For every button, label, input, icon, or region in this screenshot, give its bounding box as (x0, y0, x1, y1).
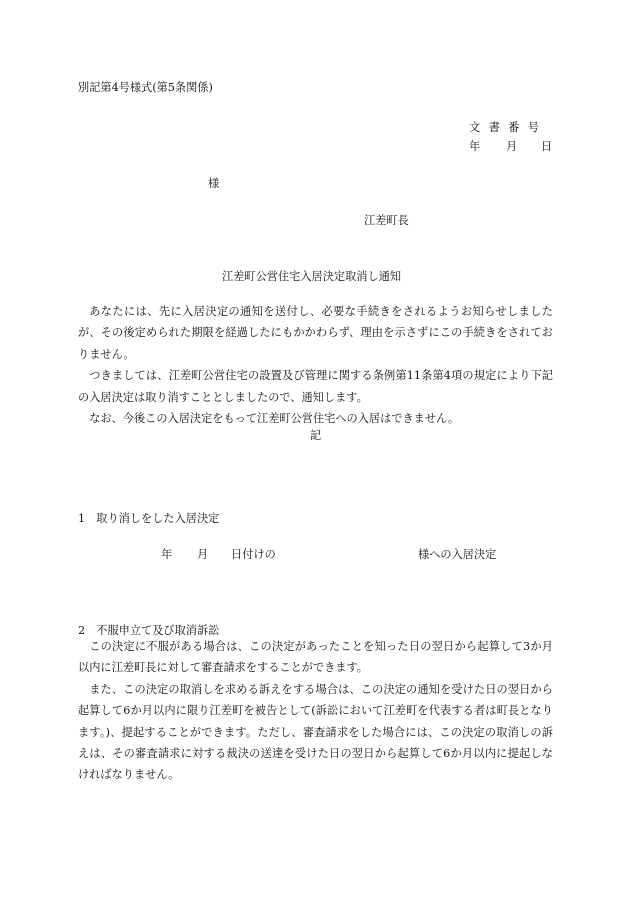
section-1-month: 月 (197, 548, 209, 561)
addressee-suffix: 様 (208, 177, 220, 190)
sender-name: 江差町長 (364, 214, 409, 227)
section-1-dated: 日付けの (231, 548, 276, 561)
section-2-paragraph: また、この決定の取消しを求める訴えをする場合は、この決定の通知を受けた日の翌日から起算して6か月以内に限り江差町を被告として(訴訟において江差町を代表する者は町長となります。)、提起することができます。ただし、審査請求をした場合には、この決定の取消しの訴えは、その審査請求に対する裁決の送達を受けた日の翌日から起算して6か月以内に提起しなければなりません。 (78, 682, 553, 782)
section-2-paragraph: この決定に不服がある場合は、この決定があったことを知った日の翌日から起算して3か月以内に江差町長に対して審査請求をすることができます。 (78, 640, 553, 675)
date-year-label: 年 (469, 140, 481, 153)
document-number-label: 文書番号 (469, 121, 548, 134)
date-day-label: 日 (541, 140, 553, 153)
section-2-body (78, 636, 553, 786)
body-paragraph: なお、今後この入居決定をもって江差町公営住宅への入居はできません。 (89, 412, 460, 426)
document-title: 江差町公営住宅入居決定取消し通知 (222, 270, 402, 283)
section-1-year: 年 (161, 548, 173, 561)
form-label: 別記第4号様式(第5条関係) (78, 81, 213, 94)
notice-body (78, 301, 553, 429)
section-1-heading: 1 取り消しをした入居決定 (78, 512, 220, 525)
date-month-label: 月 (506, 140, 518, 153)
section-1-suffix: 様への入居決定 (418, 548, 497, 561)
ki-heading: 記 (310, 429, 322, 442)
body-paragraph: つきましては、江差町公営住宅の設置及び管理に関する条例第11条第4項の規定により下記の入居決定は取り消すこととしましたので、通知します。 (78, 369, 553, 404)
section-2-heading: 2 不服申立て及び取消訴訟 (78, 624, 220, 637)
body-paragraph: あなたには、先に入居決定の通知を送付し、必要な手続きをされるようお知らせしましたが、その後定められた期限を経過したにもかかわらず、理由を示さずにこの手続きをされておりません。 (78, 305, 553, 361)
